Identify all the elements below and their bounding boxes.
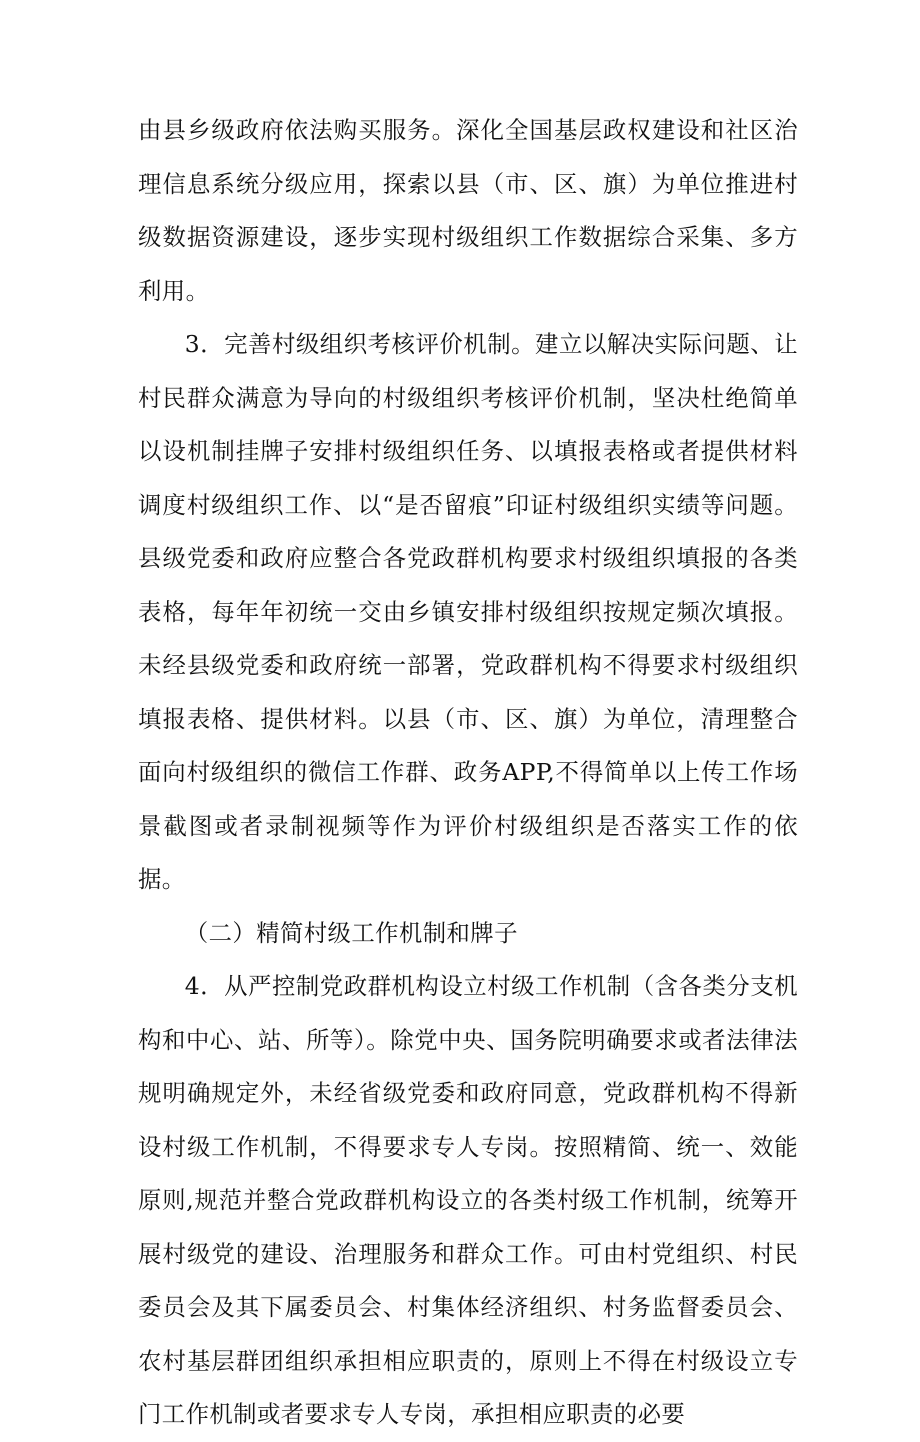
- paragraph-continuation: 由县乡级政府依法购买服务。深化全国基层政权建设和社区治理信息系统分级应用，探索以县（市、区、旗）为单位推进村级数据资源建设，逐步实现村级组织工作数据综合采集、多方利用。: [138, 116, 798, 305]
- document-body: [138, 104, 798, 1442]
- section-heading-2: （二）精简村级工作机制和牌子: [184, 918, 518, 947]
- paragraph-item-3: 3．完善村级组织考核评价机制。建立以解决实际问题、让村民群众满意为导向的村级组织考核评价机制，坚决杜绝简单以设机制挂牌子安排村级组织任务、以填报表格或者提供材料调度村级组织工作、以“是否留痕”印证村级组织实绩等问题。县级党委和政府应整合各党政群机构要求村级组织填报的各类表格，每年年初统一交由乡镇安排村级组织按规定频次填报。未经县级党委和政府统一部署，党政群机构不得要求村级组织填报表格、提供材料。以县（市、区、旗）为单位，清理整合面向村级组织的微信工作群、政务APP,不得简单以上传工作场景截图或者录制视频等作为评价村级组织是否落实工作的依据。: [138, 330, 798, 893]
- paragraph-item-4: 4．从严控制党政群机构设立村级工作机制（含各类分支机构和中心、站、所等）。除党中央、国务院明确要求或者法律法规明确规定外，未经省级党委和政府同意，党政群机构不得新设村级工作机制，不得要求专人专岗。按照精简、统一、效能原则,规范并整合党政群机构设立的各类村级工作机制，统筹开展村级党的建设、治理服务和群众工作。可由村党组织、村民委员会及其下属委员会、村集体经济组织、村务监督委员会、农村基层群团组织承担相应职责的，原则上不得在村级设立专门工作机制或者要求专人专岗，承担相应职责的必要: [138, 972, 798, 1428]
